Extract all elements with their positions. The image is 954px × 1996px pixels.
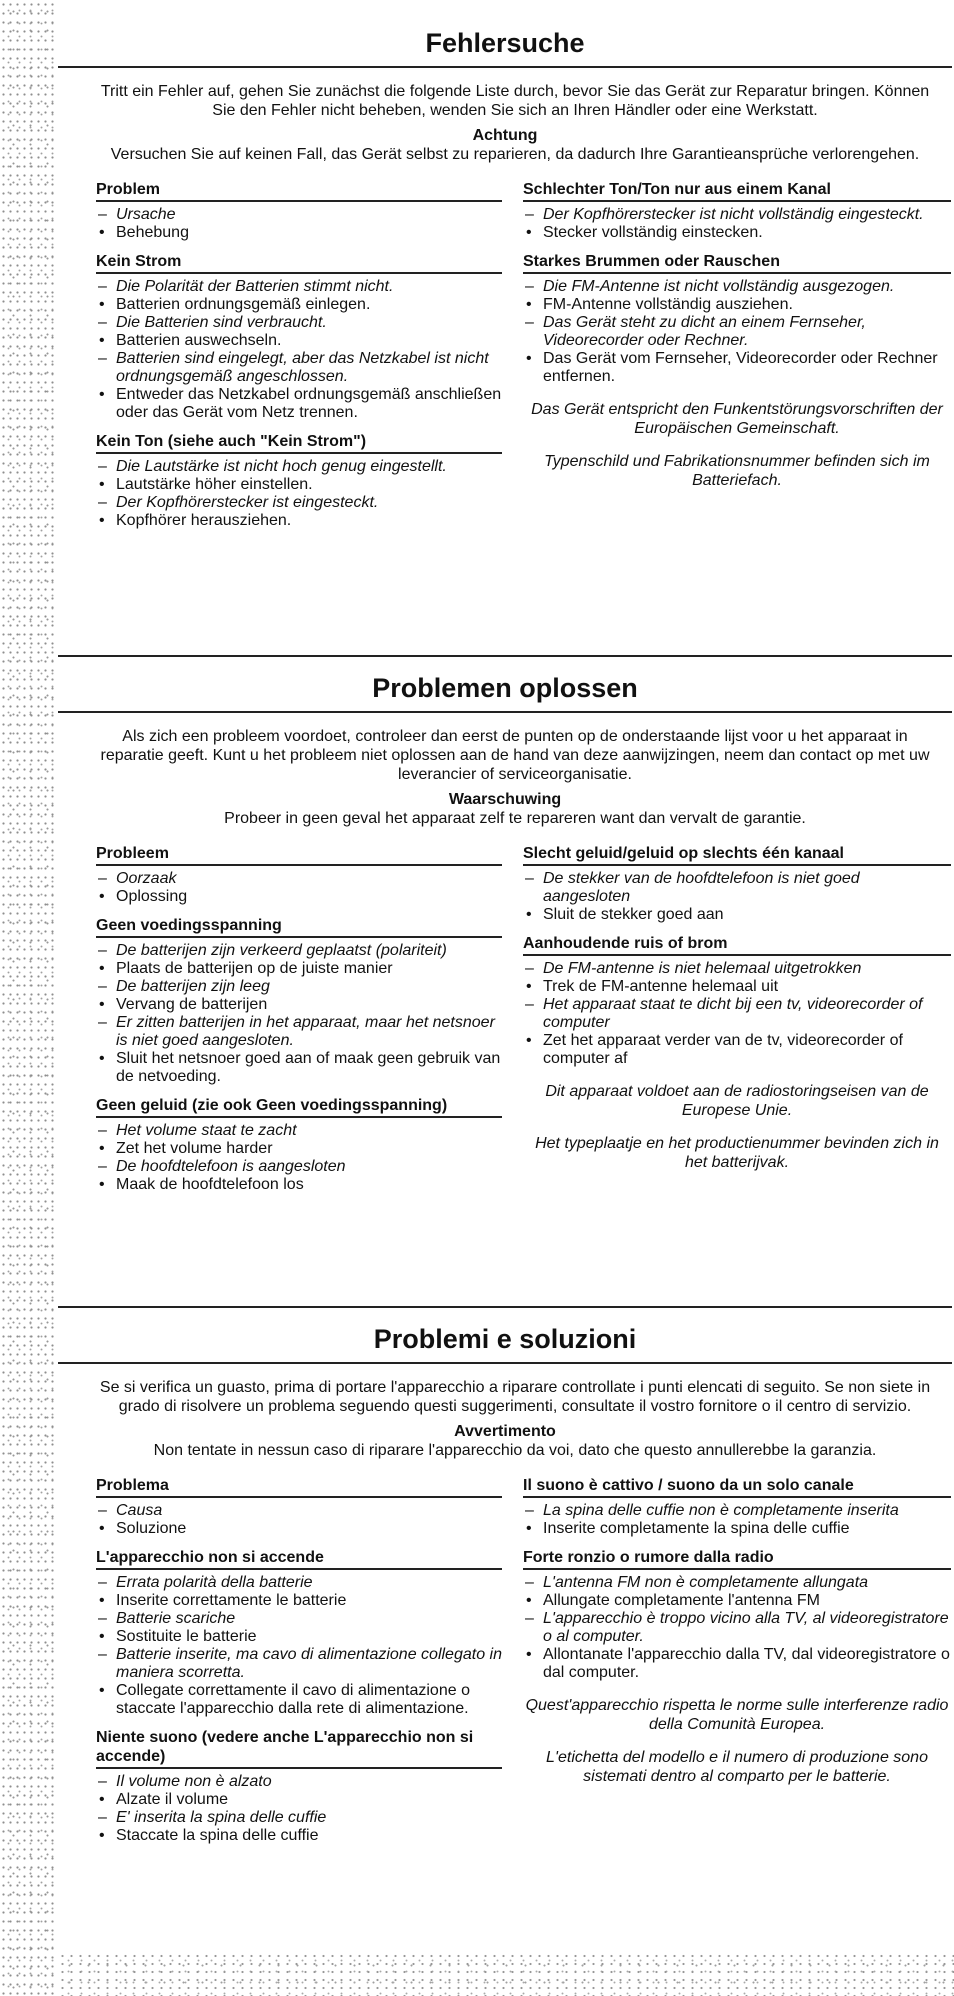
warning-text: Versuchen Sie auf keinen Fall, das Gerät selbst zu reparieren, da dadurch Ihre Garantieansprüche verlorengehen. <box>110 146 920 163</box>
legend-heading: Problem <box>96 180 502 202</box>
cause-item: – Batterie inserite, ma cavo di alimentazione collegato in maniera scorretta. <box>96 1646 502 1682</box>
problem-block <box>523 180 951 242</box>
problem-block <box>523 252 951 386</box>
troubleshooting-columns <box>58 844 952 1244</box>
fix-item: • Sluit de stekker goed aan <box>523 906 951 924</box>
cause-item: – De batterijen zijn leeg <box>96 978 502 996</box>
fix-item: • Plaats de batterijen op de juiste manier <box>96 960 502 978</box>
problem-block <box>96 1548 502 1718</box>
compliance-notes <box>523 1082 951 1172</box>
fix-item: • Staccate la spina delle cuffie <box>96 1827 502 1845</box>
cause-item: – Batterie scariche <box>96 1610 502 1628</box>
problem-heading: Schlechter Ton/Ton nur aus einem Kanal <box>523 180 951 202</box>
left-column <box>96 844 502 1204</box>
intro-paragraph: Als zich een probleem voordoet, controleer dan eerst de punten op de onderstaande lijst voor u het apparaat in reparatie geeft. Kunt u het probleem niet oplossen aan de hand van deze aanwijzingen, neem dan contact op met uw leverancier of serviceorganisatie. <box>100 728 930 783</box>
left-column <box>96 180 502 540</box>
warning-text: Non tentate in nessun caso di riparare l'apparecchio da voi, dato che questo annullerebbe la garanzia. <box>153 1442 877 1459</box>
section-fehlersuche <box>58 26 952 580</box>
problem-list <box>96 1122 502 1194</box>
fix-item: • Inserite correttamente le batterie <box>96 1592 502 1610</box>
warning-title: Waarschuwing <box>448 791 562 808</box>
problem-list <box>523 870 951 924</box>
problem-block <box>523 844 951 924</box>
problem-list <box>96 1574 502 1718</box>
legend-heading: Problema <box>96 1476 502 1498</box>
troubleshooting-columns <box>58 1476 952 1876</box>
problem-heading: L'apparecchio non si accende <box>96 1548 502 1570</box>
cause-item: – De FM-antenne is niet helemaal uitgetrokken <box>523 960 951 978</box>
compliance-note: L'etichetta del modello e il numero di produzione sono sistemati dentro al comparto per le batterie. <box>546 1749 928 1785</box>
problem-heading: Aanhoudende ruis of brom <box>523 934 951 956</box>
cause-item: – De batterijen zijn verkeerd geplaatst (polariteit) <box>96 942 502 960</box>
legend-cause: – Ursache <box>96 206 502 224</box>
warning-text: Probeer in geen geval het apparaat zelf te repareren want dan vervalt de garantie. <box>224 810 806 827</box>
warning-title: Avvertimento <box>454 1423 556 1440</box>
problem-list <box>96 1773 502 1845</box>
intro-paragraph: Tritt ein Fehler auf, gehen Sie zunächst die folgende Liste durch, bevor Sie das Gerät zur Reparatur bringen. Können Sie den Fehler nicht beheben, wenden Sie sich an Ihren Händler oder eine Werkstatt. <box>100 83 930 119</box>
legend-fix: • Behebung <box>96 224 502 242</box>
problem-heading: Geen voedingsspanning <box>96 916 502 938</box>
legend-block <box>96 180 502 242</box>
problem-list <box>96 278 502 422</box>
cause-item: – Er zitten batterijen in het apparaat, maar het netsnoer is niet goed aangesloten. <box>96 1014 502 1050</box>
legend-cause: – Causa <box>96 1502 502 1520</box>
legend-heading: Probleem <box>96 844 502 866</box>
fix-item: • Zet het volume harder <box>96 1140 502 1158</box>
fix-item: • Maak de hoofdtelefoon los <box>96 1176 502 1194</box>
compliance-note: Typenschild und Fabrikationsnummer befinden sich im Batteriefach. <box>544 453 930 489</box>
intro-paragraph: Se si verifica un guasto, prima di portare l'apparecchio a riparare controllate i punti elencati di seguito. Se non siete in grado di risolvere un problema seguendo questi suggerimenti, consultate il vostro fornitore o il centro di servizio. <box>99 1379 931 1415</box>
legend-fix: • Oplossing <box>96 888 502 906</box>
cause-item: – Die Polarität der Batterien stimmt nicht. <box>96 278 502 296</box>
cause-item: – Il volume non è alzato <box>96 1773 502 1791</box>
problem-heading: Kein Ton (siehe auch "Kein Strom") <box>96 432 502 454</box>
fix-item: • FM-Antenne vollständig ausziehen. <box>523 296 951 314</box>
fix-item: • Lautstärke höher einstellen. <box>96 476 502 494</box>
right-column <box>523 180 951 504</box>
cause-item: – Het apparaat staat te dicht bij een tv, videorecorder of computer <box>523 996 951 1032</box>
cause-item: – Het volume staat te zacht <box>96 1122 502 1140</box>
problem-block <box>523 1476 951 1538</box>
problem-heading: Geen geluid (zie ook Geen voedingsspanning) <box>96 1096 502 1118</box>
cause-item: – De stekker van de hoofdtelefoon is niet goed aangesloten <box>523 870 951 906</box>
left-column <box>96 1476 502 1855</box>
fix-item: • Kopfhörer herausziehen. <box>96 512 502 530</box>
problem-heading: Starkes Brummen oder Rauschen <box>523 252 951 274</box>
scan-speckle-left <box>0 0 58 1996</box>
problem-heading: Niente suono (vedere anche L'apparecchio non si accende) <box>96 1728 502 1769</box>
fix-item: • Trek de FM-antenne helemaal uit <box>523 978 951 996</box>
legend-list <box>96 206 502 242</box>
compliance-note: Het typeplaatje en het productienummer bevinden zich in het batterijvak. <box>535 1135 939 1171</box>
problem-list <box>523 1574 951 1682</box>
problem-block <box>523 1548 951 1682</box>
legend-fix: • Soluzione <box>96 1520 502 1538</box>
cause-item: – Der Kopfhörerstecker ist nicht vollständig eingesteckt. <box>523 206 951 224</box>
problem-block <box>96 916 502 1086</box>
problem-list <box>523 1502 951 1538</box>
scan-speckle-bottom <box>58 1952 954 1996</box>
fix-item: • Zet het apparaat verder van de tv, videorecorder of computer af <box>523 1032 951 1068</box>
problem-heading: Il suono è cattivo / suono da un solo canale <box>523 1476 951 1498</box>
fix-item: • Allungate completamente l'antenna FM <box>523 1592 951 1610</box>
problem-list <box>523 206 951 242</box>
problem-list <box>96 458 502 530</box>
section-title: Fehlersuche <box>58 26 952 68</box>
cause-item: – De hoofdtelefoon is aangesloten <box>96 1158 502 1176</box>
compliance-note: Quest'apparecchio rispetta le norme sulle interferenze radio della Comunità Europea. <box>525 1697 949 1733</box>
fix-item: • Sostituite le batterie <box>96 1628 502 1646</box>
section-title: Problemi e soluzioni <box>58 1322 952 1364</box>
cause-item: – L'antenna FM non è completamente allungata <box>523 1574 951 1592</box>
cause-item: – La spina delle cuffie non è completamente inserita <box>523 1502 951 1520</box>
problem-list <box>523 960 951 1068</box>
cause-item: – Errata polarità della batterie <box>96 1574 502 1592</box>
fix-item: • Sluit het netsnoer goed aan of maak geen gebruik van de netvoeding. <box>96 1050 502 1086</box>
fix-item: • Collegate correttamente il cavo di alimentazione o staccate l'apparecchio dalla rete di alimentazione. <box>96 1682 502 1718</box>
warning-title: Achtung <box>472 127 538 144</box>
fix-item: • Allontanate l'apparecchio dalla TV, dal videoregistratore o dal computer. <box>523 1646 951 1682</box>
right-column <box>523 1476 951 1800</box>
fix-item: • Stecker vollständig einstecken. <box>523 224 951 242</box>
cause-item: – Das Gerät steht zu dicht an einem Fernseher, Videorecorder oder Rechner. <box>523 314 951 350</box>
legend-list <box>96 870 502 906</box>
compliance-note: Dit apparaat voldoet aan de radiostoringseisen van de Europese Unie. <box>545 1083 929 1119</box>
fix-item: • Inserite completamente la spina delle cuffie <box>523 1520 951 1538</box>
problem-list <box>96 942 502 1086</box>
section-problemi-e-soluzioni <box>58 1306 952 1876</box>
cause-item: – Die Lautstärke ist nicht hoch genug eingestellt. <box>96 458 502 476</box>
right-column <box>523 844 951 1186</box>
compliance-notes <box>523 1696 951 1786</box>
problem-block <box>96 432 502 530</box>
fix-item: • Batterien auswechseln. <box>96 332 502 350</box>
fix-item: • Vervang de batterijen <box>96 996 502 1014</box>
cause-item: – Der Kopfhörerstecker ist eingesteckt. <box>96 494 502 512</box>
fix-item: • Entweder das Netzkabel ordnungsgemäß anschließen oder das Gerät vom Netz trennen. <box>96 386 502 422</box>
cause-item: – Batterien sind eingelegt, aber das Netzkabel ist nicht ordnungsgemäß angeschlossen. <box>96 350 502 386</box>
legend-cause: – Oorzaak <box>96 870 502 888</box>
problem-block <box>96 252 502 422</box>
cause-item: – L'apparecchio è troppo vicino alla TV, al videoregistratore o al computer. <box>523 1610 951 1646</box>
section-title: Problemen oplossen <box>58 671 952 713</box>
legend-block <box>96 844 502 906</box>
troubleshooting-columns <box>58 180 952 580</box>
problem-heading: Forte ronzio o rumore dalla radio <box>523 1548 951 1570</box>
problem-block <box>96 1096 502 1194</box>
section-problemen-oplossen <box>58 655 952 1244</box>
compliance-note: Das Gerät entspricht den Funkentstörungsvorschriften der Europäischen Gemeinschaft. <box>531 401 943 437</box>
legend-block <box>96 1476 502 1538</box>
problem-block <box>523 934 951 1068</box>
fix-item: • Das Gerät vom Fernseher, Videorecorder oder Rechner entfernen. <box>523 350 951 386</box>
compliance-notes <box>523 400 951 490</box>
problem-heading: Slecht geluid/geluid op slechts één kanaal <box>523 844 951 866</box>
problem-heading: Kein Strom <box>96 252 502 274</box>
cause-item: – E' inserita la spina delle cuffie <box>96 1809 502 1827</box>
cause-item: – Die Batterien sind verbraucht. <box>96 314 502 332</box>
cause-item: – Die FM-Antenne ist nicht vollständig ausgezogen. <box>523 278 951 296</box>
legend-list <box>96 1502 502 1538</box>
problem-block <box>96 1728 502 1845</box>
fix-item: • Alzate il volume <box>96 1791 502 1809</box>
fix-item: • Batterien ordnungsgemäß einlegen. <box>96 296 502 314</box>
problem-list <box>523 278 951 386</box>
